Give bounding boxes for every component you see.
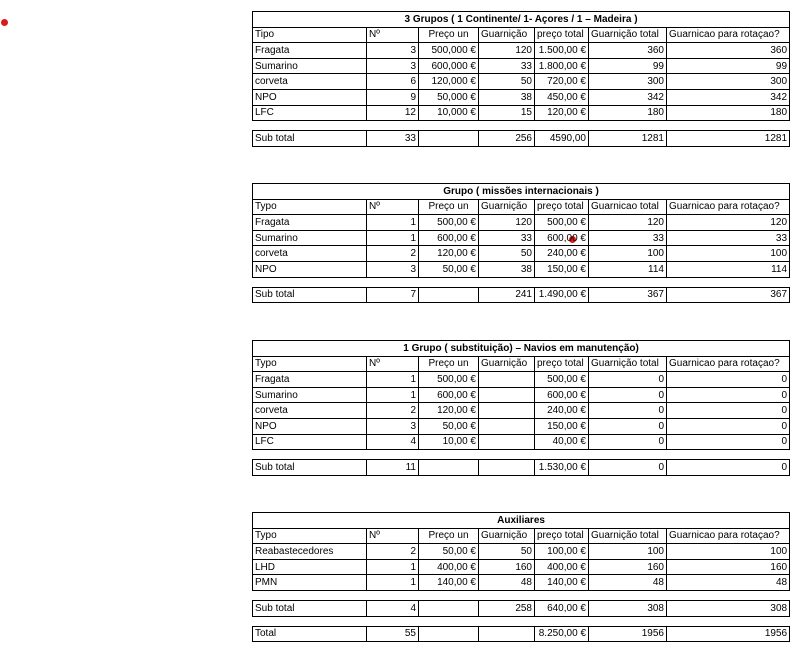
table-cell: 40,00 € xyxy=(535,434,589,450)
table-cell: 114 xyxy=(589,261,667,277)
marker-dot-left xyxy=(1,19,8,26)
table-cell: 33 xyxy=(589,230,667,246)
table-cell: 0 xyxy=(667,418,790,434)
table-cell: 50,00 € xyxy=(419,544,479,560)
table-cell: 180 xyxy=(667,105,790,121)
table-cell: 150,00 € xyxy=(535,418,589,434)
table-cell: preço total xyxy=(535,356,589,372)
table-cell: 240,00 € xyxy=(535,246,589,262)
table-cell: 1956 xyxy=(589,626,667,642)
table-cell: 1 xyxy=(367,387,419,403)
subtotal-row xyxy=(253,287,790,303)
table-row xyxy=(253,58,790,74)
table-cell: 180 xyxy=(589,105,667,121)
table-cell: 120,000 € xyxy=(419,74,479,90)
table-cell: Sub total xyxy=(253,600,367,616)
table-cell: 140,00 € xyxy=(419,575,479,591)
table-cell: 33 xyxy=(367,131,419,147)
table-cell: 33 xyxy=(479,58,535,74)
table-cell: Nº xyxy=(367,27,419,43)
table-cell: 50 xyxy=(479,74,535,90)
subtotal-row xyxy=(253,600,790,616)
table-cell: 720,00 € xyxy=(535,74,589,90)
section-title: Auxiliares xyxy=(253,513,790,529)
table-row xyxy=(253,403,790,419)
table-cell: 100 xyxy=(589,246,667,262)
table-cell: 100 xyxy=(589,544,667,560)
table-cell: 240,00 € xyxy=(535,403,589,419)
table-cell: 1.800,00 € xyxy=(535,58,589,74)
table-row xyxy=(253,559,790,575)
table-auxiliares xyxy=(252,512,790,642)
table-cell: Nº xyxy=(367,528,419,544)
table-cell: 256 xyxy=(479,131,535,147)
header-row xyxy=(253,528,790,544)
table-cell: Total xyxy=(253,626,367,642)
table-cell: 33 xyxy=(667,230,790,246)
table-cell: corveta xyxy=(253,403,367,419)
table-cell: 1.490,00 € xyxy=(535,287,589,303)
table-cell xyxy=(479,418,535,434)
header-row xyxy=(253,27,790,43)
table-cell: 3 xyxy=(367,261,419,277)
table-cell: Preço un xyxy=(419,27,479,43)
table-cell: 55 xyxy=(367,626,419,642)
table-cell: 9 xyxy=(367,89,419,105)
table-cell: 0 xyxy=(667,434,790,450)
table-cell: 4 xyxy=(367,600,419,616)
table-cell: Guarnicao total xyxy=(589,199,667,215)
table-cell: 0 xyxy=(589,434,667,450)
table-row xyxy=(253,246,790,262)
table-cell: Sub total xyxy=(253,287,367,303)
table-cell: 0 xyxy=(589,418,667,434)
table-cell xyxy=(419,287,479,303)
table-cell xyxy=(253,277,790,287)
table-cell: preço total xyxy=(535,528,589,544)
table-cell: 33 xyxy=(479,230,535,246)
table-cell: preço total xyxy=(535,27,589,43)
table-cell xyxy=(419,600,479,616)
table-cell: 600,000 € xyxy=(419,58,479,74)
table-cell: Guarnição total xyxy=(589,356,667,372)
table-cell: LHD xyxy=(253,559,367,575)
table-row xyxy=(253,215,790,231)
table-cell xyxy=(419,626,479,642)
table-cell: Guarnicao para rotaçao? xyxy=(667,27,790,43)
table-cell: Guarnição xyxy=(479,356,535,372)
table-cell: Typo xyxy=(253,528,367,544)
table-cell: 120 xyxy=(479,215,535,231)
table-3-grupos xyxy=(252,11,790,147)
table-cell: 0 xyxy=(589,372,667,388)
table-cell xyxy=(253,590,790,600)
table-cell: Reabastecedores xyxy=(253,544,367,560)
table-row xyxy=(253,43,790,59)
table-cell: 99 xyxy=(589,58,667,74)
table-cell: Preço un xyxy=(419,356,479,372)
table-cell: 100 xyxy=(667,246,790,262)
table-cell: 12 xyxy=(367,105,419,121)
table-cell: 120,00 € xyxy=(535,105,589,121)
table-cell: 308 xyxy=(667,600,790,616)
table-cell: 0 xyxy=(667,403,790,419)
table-row xyxy=(253,387,790,403)
table-cell: 308 xyxy=(589,600,667,616)
table-cell: 48 xyxy=(589,575,667,591)
table-cell: 48 xyxy=(667,575,790,591)
table-cell: Typo xyxy=(253,199,367,215)
table-row xyxy=(253,544,790,560)
table-cell: 342 xyxy=(667,89,790,105)
table-cell: Sumarino xyxy=(253,230,367,246)
table-row xyxy=(253,230,790,246)
table-cell xyxy=(419,131,479,147)
table-cell: corveta xyxy=(253,74,367,90)
table-cell: 241 xyxy=(479,287,535,303)
table-cell: Nº xyxy=(367,356,419,372)
table-row xyxy=(253,89,790,105)
table-cell: LFC xyxy=(253,434,367,450)
table-cell: Sumarino xyxy=(253,58,367,74)
table-cell: 50 xyxy=(479,544,535,560)
table-cell: Guarnição xyxy=(479,528,535,544)
table-cell: 1956 xyxy=(667,626,790,642)
table-cell: 1.500,00 € xyxy=(535,43,589,59)
table-cell xyxy=(253,121,790,131)
table-cell: 48 xyxy=(479,575,535,591)
table-cell: 360 xyxy=(667,43,790,59)
table-cell: 50,00 € xyxy=(419,418,479,434)
table-cell: NPO xyxy=(253,418,367,434)
table-cell: 50 xyxy=(479,246,535,262)
table-substituicao xyxy=(252,340,790,476)
table-row xyxy=(253,418,790,434)
table-cell: 1 xyxy=(367,372,419,388)
table-row xyxy=(253,74,790,90)
table-cell: Fragata xyxy=(253,372,367,388)
header-row xyxy=(253,356,790,372)
table-cell: 160 xyxy=(667,559,790,575)
table-cell: Guarnicao para rotaçao? xyxy=(667,528,790,544)
table-cell: 160 xyxy=(589,559,667,575)
table-cell: 15 xyxy=(479,105,535,121)
table-cell: 0 xyxy=(589,460,667,476)
table-cell: Guarnição total xyxy=(589,528,667,544)
table-cell: 400,00 € xyxy=(535,559,589,575)
table-cell: 2 xyxy=(367,246,419,262)
table-cell: Typo xyxy=(253,356,367,372)
table-cell xyxy=(419,460,479,476)
table-cell: 38 xyxy=(479,261,535,277)
table-cell: Nº xyxy=(367,199,419,215)
table-cell: Tipo xyxy=(253,27,367,43)
table-row xyxy=(253,105,790,121)
table-cell: 3 xyxy=(367,43,419,59)
table-cell: 7 xyxy=(367,287,419,303)
table-cell: 0 xyxy=(589,387,667,403)
table-cell: NPO xyxy=(253,261,367,277)
table-cell: Guarnição xyxy=(479,27,535,43)
table-cell: 1 xyxy=(367,215,419,231)
table-cell: 100,00 € xyxy=(535,544,589,560)
subtotal-row xyxy=(253,131,790,147)
table-cell xyxy=(479,387,535,403)
table-cell: 8.250,00 € xyxy=(535,626,589,642)
table-cell: 450,00 € xyxy=(535,89,589,105)
table-cell: 1 xyxy=(367,575,419,591)
table-cell: 0 xyxy=(667,372,790,388)
table-cell: 120 xyxy=(667,215,790,231)
table-cell: 120,00 € xyxy=(419,246,479,262)
table-cell: 50,00 € xyxy=(419,261,479,277)
table-cell: 640,00 € xyxy=(535,600,589,616)
table-cell: 10,00 € xyxy=(419,434,479,450)
table-cell: 3 xyxy=(367,418,419,434)
section-title: Grupo ( missões internacionais ) xyxy=(253,184,790,200)
table-cell: 1.530,00 € xyxy=(535,460,589,476)
table-cell xyxy=(479,403,535,419)
table-cell xyxy=(253,616,790,626)
table-missoes-internacionais xyxy=(252,183,790,303)
table-cell: 400,00 € xyxy=(419,559,479,575)
table-cell: 300 xyxy=(667,74,790,90)
table-cell: 300 xyxy=(589,74,667,90)
table-cell: 1 xyxy=(367,559,419,575)
table-cell: 500,00 € xyxy=(419,372,479,388)
table-cell: 3 xyxy=(367,58,419,74)
table-cell: preço total xyxy=(535,199,589,215)
table-row xyxy=(253,372,790,388)
table-cell: 140,00 € xyxy=(535,575,589,591)
header-row xyxy=(253,199,790,215)
table-cell: 100 xyxy=(667,544,790,560)
table-cell: 11 xyxy=(367,460,419,476)
table-cell: 50,000 € xyxy=(419,89,479,105)
table-cell: 6 xyxy=(367,74,419,90)
table-cell: 150,00 € xyxy=(535,261,589,277)
table-cell: 38 xyxy=(479,89,535,105)
table-cell: 120 xyxy=(589,215,667,231)
table-cell: Preço un xyxy=(419,528,479,544)
table-cell: Sub total xyxy=(253,460,367,476)
table-cell: 500,00 € xyxy=(535,215,589,231)
table-row xyxy=(253,434,790,450)
table-cell: 500,00 € xyxy=(419,215,479,231)
table-cell: 2 xyxy=(367,403,419,419)
table-row xyxy=(253,261,790,277)
table-row xyxy=(253,575,790,591)
table-cell: LFC xyxy=(253,105,367,121)
table-cell: Fragata xyxy=(253,43,367,59)
table-cell: PMN xyxy=(253,575,367,591)
table-cell: NPO xyxy=(253,89,367,105)
table-cell: 2 xyxy=(367,544,419,560)
table-cell: Guarnição xyxy=(479,199,535,215)
table-cell: 258 xyxy=(479,600,535,616)
table-cell: corveta xyxy=(253,246,367,262)
table-cell: Sumarino xyxy=(253,387,367,403)
table-cell: 360 xyxy=(589,43,667,59)
table-cell xyxy=(479,372,535,388)
table-cell: 600,00 € xyxy=(535,230,589,246)
table-cell: Guarnicao para rotaçao? xyxy=(667,356,790,372)
table-cell: 0 xyxy=(589,403,667,419)
table-cell: 600,00 € xyxy=(535,387,589,403)
table-cell: 600,00 € xyxy=(419,230,479,246)
table-cell: 99 xyxy=(667,58,790,74)
table-cell: 160 xyxy=(479,559,535,575)
table-cell xyxy=(253,450,790,460)
table-cell: Preço un xyxy=(419,199,479,215)
table-cell xyxy=(479,626,535,642)
table-cell: Sub total xyxy=(253,131,367,147)
table-cell xyxy=(479,460,535,476)
table-cell: 367 xyxy=(589,287,667,303)
table-cell: 10,000 € xyxy=(419,105,479,121)
subtotal-row xyxy=(253,460,790,476)
table-cell: 120,00 € xyxy=(419,403,479,419)
table-cell: Fragata xyxy=(253,215,367,231)
table-cell: Guarnição total xyxy=(589,27,667,43)
section-title: 1 Grupo ( substituição) – Navios em manutenção) xyxy=(253,341,790,357)
table-cell: 600,00 € xyxy=(419,387,479,403)
table-cell: Guarnicao para rotaçao? xyxy=(667,199,790,215)
table-cell: 500,000 € xyxy=(419,43,479,59)
table-cell: 1 xyxy=(367,230,419,246)
table-cell: 342 xyxy=(589,89,667,105)
table-cell: 367 xyxy=(667,287,790,303)
table-cell: 120 xyxy=(479,43,535,59)
table-cell: 4590,00 xyxy=(535,131,589,147)
table-cell: 1281 xyxy=(667,131,790,147)
table-cell: 500,00 € xyxy=(535,372,589,388)
table-cell xyxy=(479,434,535,450)
table-cell: 1281 xyxy=(589,131,667,147)
table-cell: 0 xyxy=(667,387,790,403)
section-title: 3 Grupos ( 1 Continente/ 1- Açores / 1 – Madeira ) xyxy=(253,12,790,28)
table-cell: 0 xyxy=(667,460,790,476)
total-row xyxy=(253,626,790,642)
table-cell: 4 xyxy=(367,434,419,450)
table-cell: 114 xyxy=(667,261,790,277)
